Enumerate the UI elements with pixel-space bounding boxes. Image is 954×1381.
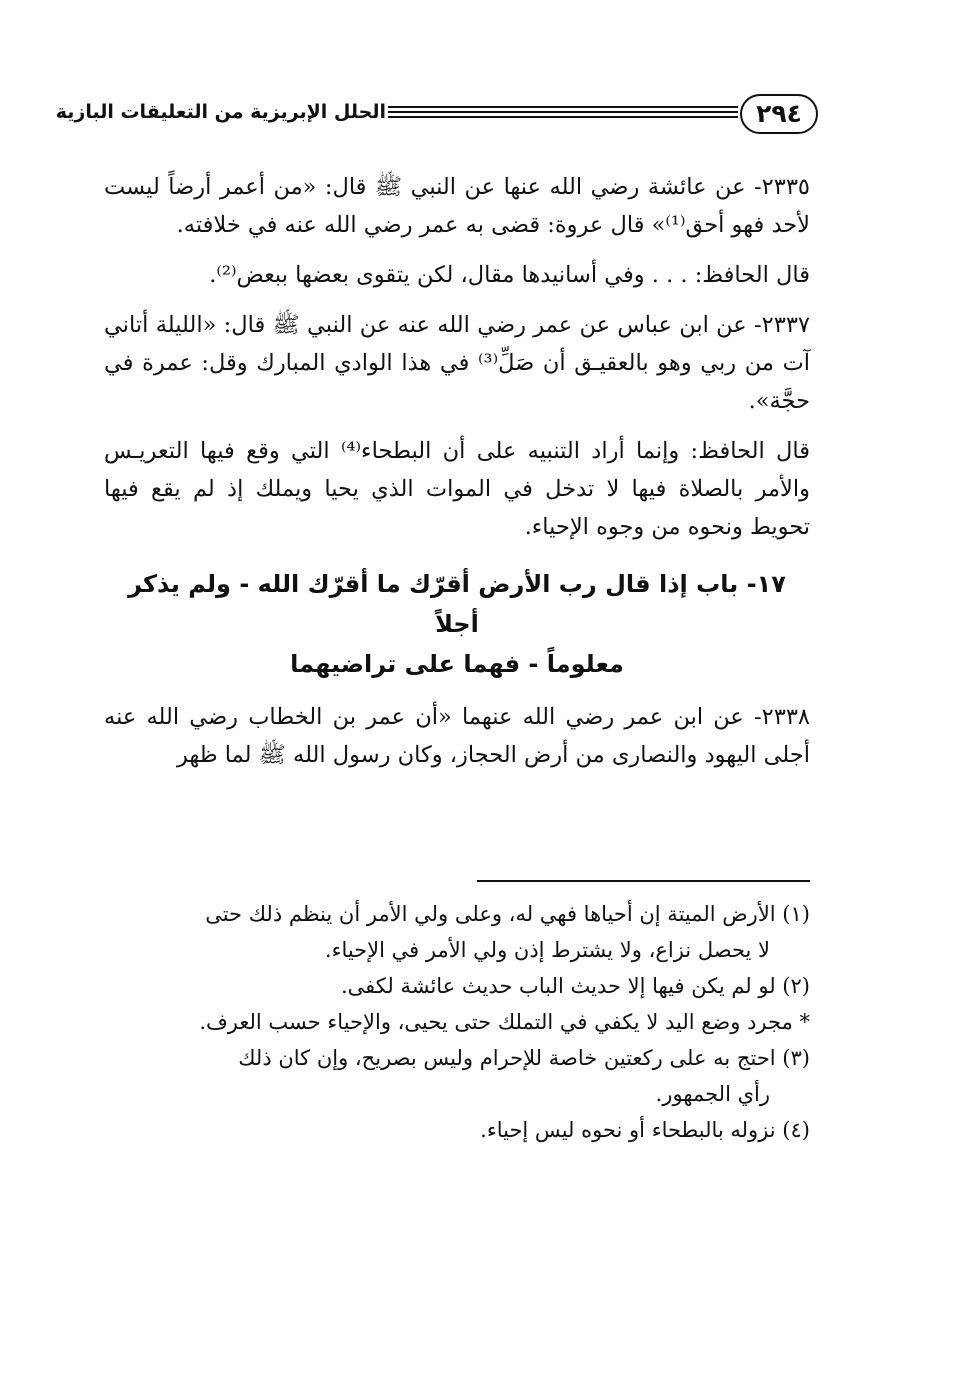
page-header	[55, 88, 818, 144]
hadith-2335: ٢٣٣٥- عن عائشة رضي الله عنها عن النبي ﷺ قال: «من أعمر أرضاً ليست لأحد فهو أحق⁽¹⁾» قال عروة: قضى به عمر رضي الله عنه في خلافته.	[104, 174, 810, 238]
header-rule	[388, 111, 738, 113]
footnote-1-line-1: (١) الأرض الميتة إن أحياها فهي له، وعلى ولي الأمر أن ينظم ذلك حتى	[205, 902, 810, 926]
hafiz-comment-1: قال الحافظ: . . . وفي أسانيدها مقال، لكن يتقوى بعضها ببعض⁽²⁾.	[209, 262, 810, 288]
footnote-separator	[477, 880, 810, 882]
main-text	[104, 168, 810, 774]
hafiz-comment-2: قال الحافظ: وإنما أراد التنبيه على أن البطحاء⁽⁴⁾ التي وقع فيها التعريـس والأمر بالصلاة فيها لا تدخل في الموات الذي يحيا ويملك إذ لم يقع فيها تحويط ونحوه من وجوه الإحياء.	[104, 438, 811, 540]
footnote-2: (٢) لو لم يكن فيها إلا حديث الباب حديث عائشة لكفى.	[341, 974, 810, 998]
header-rule	[388, 116, 738, 118]
footnote-3	[104, 1040, 810, 1112]
hadith-2338: ٢٣٣٨- عن ابن عمر رضي الله عنهما «أن عمر بن الخطاب رضي الله عنه أجلى اليهود والنصارى من أرض الحجاز، وكان رسول الله ﷺ لما ظهر	[104, 704, 810, 768]
running-title: الحلل الإبريزية من التعليقات البازية	[55, 101, 386, 123]
footnote-3-line-1: (٣) احتج به على ركعتين خاصة للإحرام وليس بصريح، وإن كان ذلك	[238, 1046, 810, 1070]
page-number-badge: ٢٩٤	[740, 94, 818, 134]
footnotes	[104, 896, 810, 1148]
footnote-3-line-2: رأي الجمهور.	[655, 1082, 770, 1106]
footnote-4: (٤) نزوله بالبطحاء أو نحوه ليس إحياء.	[480, 1118, 810, 1142]
footnote-1-line-2: لا يحصل نزاع، ولا يشترط إذن ولي الأمر في الإحياء.	[324, 938, 770, 962]
chapter-heading-line-2: معلوماً - فهما على تراضيهما	[290, 650, 624, 678]
footnote-star: * مجرد وضع اليد لا يكفي في التملك حتى يحيى، والإحياء حسب العرف.	[199, 1010, 810, 1034]
hadith-2337: ٢٣٣٧- عن ابن عباس عن عمر رضي الله عنه عن النبي ﷺ قال: «الليلة أتاني آت من ربي وهو بالعقيـق أن صَلِّ⁽³⁾ في هذا الوادي المبارك وقل: عمرة في حجَّة».	[104, 312, 811, 414]
header-rule	[388, 106, 738, 108]
chapter-heading	[104, 564, 810, 684]
chapter-heading-line-1: ١٧- باب إذا قال رب الأرض أقرّك ما أقرّك الله - ولم يذكر أجلاً	[128, 570, 786, 638]
footnote-1	[104, 896, 810, 968]
